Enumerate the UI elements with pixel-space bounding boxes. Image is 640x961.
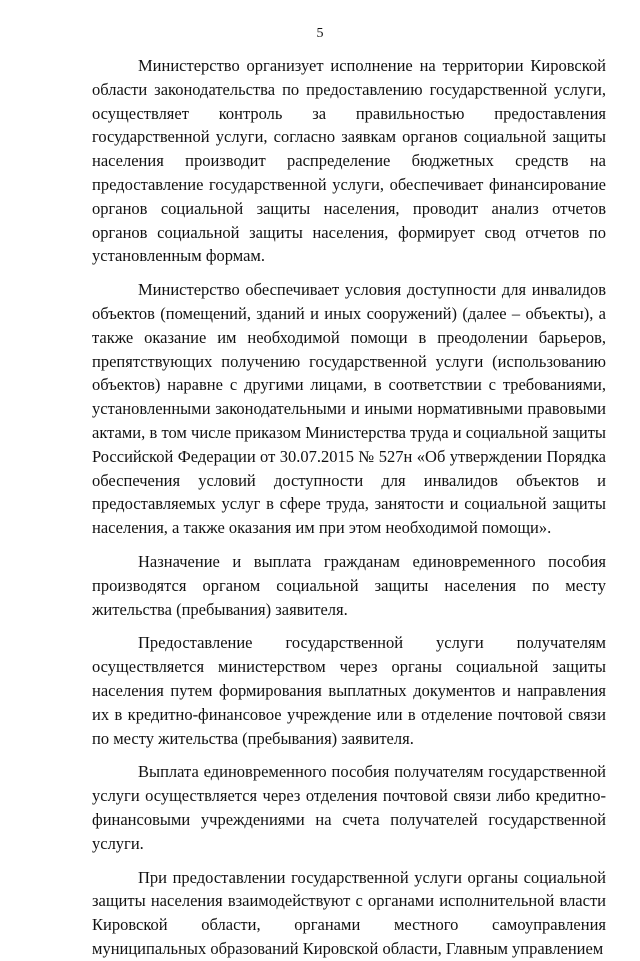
paragraph-assignment-payment: Назначение и выплата гражданам единовременного пособия производятся органом социальной защиты населения по месту жительства (пребывания) заявителя. xyxy=(92,551,606,619)
paragraph-ministry-organizes: Министерство организует исполнение на территории Кировской области законодательства по предоставлению государственной услуги, осуществляет контроль за правильностью предоставления государственной услуги, согласно заявкам органов социальной защиты населения производит распределение бюджетных средств на предоставление государственной услуги, обеспечивает финансирование органов социальной защиты населения, проводит анализ отчетов органов социальной защиты населения, формирует свод отчетов по установленным формам. xyxy=(92,56,606,266)
page-number: 5 xyxy=(316,26,324,41)
paragraph-interaction: При предоставлении государственной услуги органы социальной защиты населения взаимодействуют с органами исполнительной власти Кировской области, органами местного самоуправления муниципальных образований Кировской области, Главным управлением xyxy=(92,867,606,958)
paragraph-benefit-payment: Выплата единовременного пособия получателям государственной услуги осуществляется через отделения почтовой связи либо кредитно-финансовыми учреждениями на счета получателей государственной услуги. xyxy=(92,762,606,853)
paragraph-service-provision: Предоставление государственной услуги получателям осуществляется министерством через органы социальной защиты населения путем формирования выплатных документов и направления их в кредитно-финансовое учреждение или в отделение почтовой связи по месту жительства (пребывания) заявителя. xyxy=(92,633,606,748)
paragraph-accessibility: Министерство обеспечивает условия доступности для инвалидов объектов (помещений, зданий и иных сооружений) (далее – объекты), а также оказание им необходимой помощи в преодолении барьеров, препятствующих получению государственной услуги (использованию объектов) наравне с другими лицами, в соответствии с требованиями, установленными законодательными и иными нормативными правовыми актами, в том числе приказом Министерства труда и социальной защиты Российской Федерации от 30.07.2015 № 527н «Об утверждении Порядка обеспечения условий доступности для инвалидов объектов и предоставляемых услуг в сфере труда, занятости и социальной защиты населения, а также оказания им при этом необходимой помощи». xyxy=(92,280,606,538)
body-text xyxy=(92,54,606,961)
